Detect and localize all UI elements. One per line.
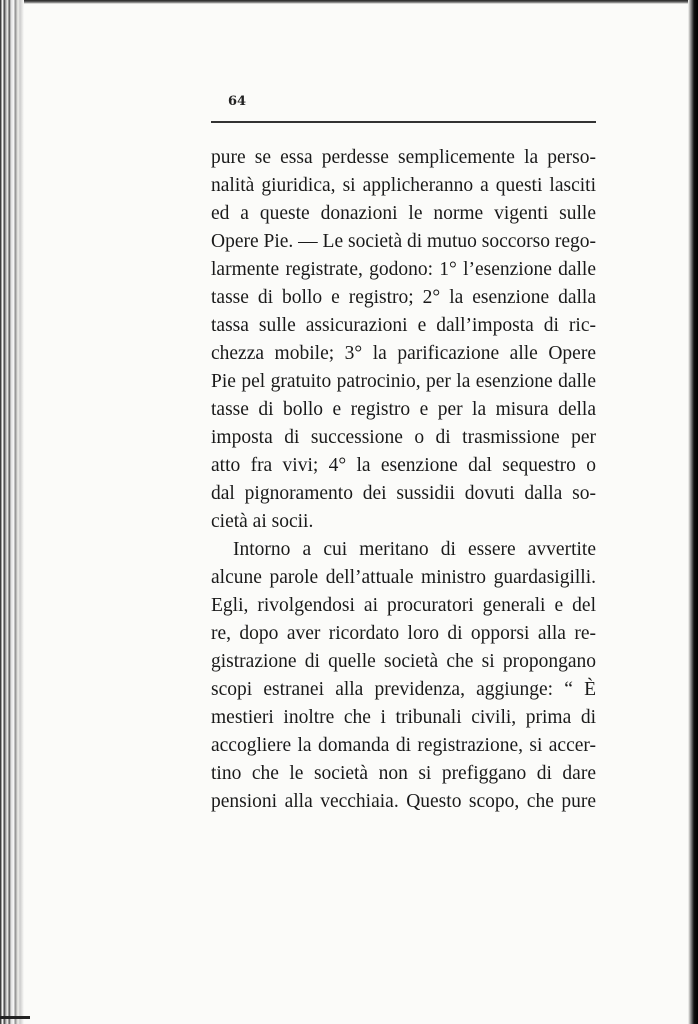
text-line: cietà ai socii. (211, 511, 314, 532)
text-line: tino che le società non si prefiggano di dare (211, 763, 596, 784)
text-line: Egli, rivolgendosi ai procuratori generali e del (211, 595, 596, 616)
page-top-edge (0, 0, 698, 4)
text-line: accogliere la domanda di registrazione, si accer- (211, 735, 596, 756)
text-line: re, dopo aver ricordato loro di opporsi alla re- (211, 623, 596, 644)
text-line: tassa sulle assicurazioni e dall’imposta di ric- (211, 315, 596, 336)
scan-mark (0, 1016, 30, 1019)
text-line: dal pignoramento dei sussidii dovuti dalla so- (211, 483, 596, 504)
text-line: mestieri inoltre che i tribunali civili, prima di (211, 707, 596, 728)
text-line: pure se essa perdesse semplicemente la perso- (211, 147, 596, 168)
text-line: Opere Pie. — Le società di mutuo soccorso rego- (211, 231, 597, 252)
text-line: scopi estranei alla previdenza, aggiunge: “ È (211, 679, 596, 700)
text-line: nalità giuridica, si applicheranno a questi lasciti (211, 175, 596, 196)
text-line: chezza mobile; 3° la parificazione alle Opere (211, 343, 596, 364)
text-line: Intorno a cui meritano di essere avvertite (233, 539, 596, 560)
header-rule (211, 121, 596, 123)
text-line: atto fra vivi; 4° la esenzione dal sequestro o (211, 455, 596, 476)
body-text (211, 144, 596, 816)
text-line: gistrazione di quelle società che si propongano (211, 651, 596, 672)
text-line: pensioni alla vecchiaia. Questo scopo, che pure (211, 791, 596, 812)
page-number: 64 (228, 94, 247, 109)
text-line: imposta di successione o di trasmissione per (211, 427, 596, 448)
text-line: Pie pel gratuito patrocinio, per la esenzione dalle (211, 371, 596, 392)
text-line: larmente registrate, godono: 1° l’esenzione dalle (211, 259, 596, 280)
text-line: alcune parole dell’attuale ministro guardasigilli. (211, 567, 596, 588)
text-line: tasse di bollo e registro; 2° la esenzione dalla (211, 287, 596, 308)
page-right-edge (688, 0, 698, 1024)
text-line: ed a queste donazioni le norme vigenti sulle (211, 203, 596, 224)
text-line: tasse di bollo e registro e per la misura della (211, 399, 596, 420)
book-binding-edge (0, 0, 24, 1024)
